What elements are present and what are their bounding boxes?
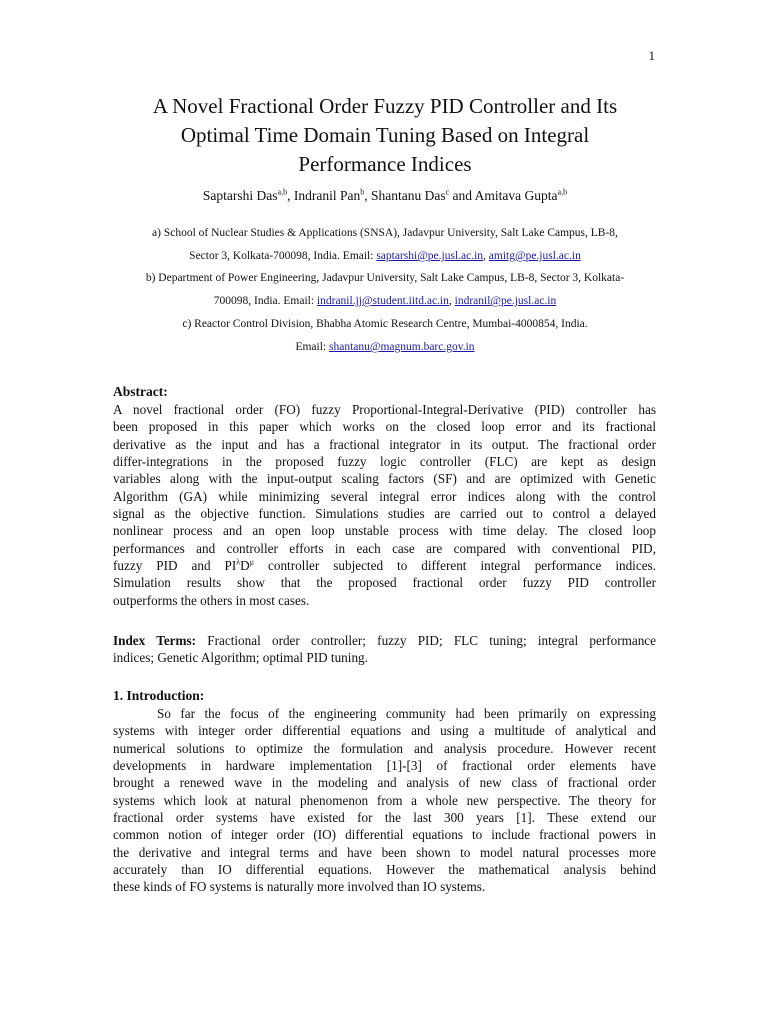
affiliation-text: Sector 3, Kolkata-700098, India. Email: [189, 250, 374, 262]
author-name: Shantanu Das [370, 188, 446, 203]
title-line-1: A Novel Fractional Order Fuzzy PID Controller and Its [152, 94, 618, 118]
email-link[interactable]: saptarshi@pe.jusl.ac.in [376, 250, 484, 262]
affiliation-text: Email: [295, 341, 327, 353]
affiliation-a [110, 222, 660, 268]
introduction-line: systems with integer order differential equations and using a multitude of analytical and [113, 723, 656, 739]
email-link[interactable]: indranil@pe.jusl.ac.in [454, 295, 557, 307]
abstract-line: variables along with the input-output scaling factors (SF) and are optimized with Genetic [113, 471, 656, 487]
author-affil-mark: a,b [557, 187, 568, 197]
introduction-line: accurately than IO differential equations. However the mathematical analysis behind [113, 862, 656, 878]
author-affil-mark: c [445, 187, 450, 197]
index-terms-text: Fractional order controller; fuzzy PID; FLC tuning; integral performance [196, 633, 656, 648]
affiliation-b [110, 267, 660, 313]
affiliation-text: 700098, India. Email: [213, 295, 315, 307]
introduction-line: common notion of integer order (IO) differential equations to include fractional powers in [113, 827, 656, 843]
title-line-2: Optimal Time Domain Tuning Based on Integral [180, 123, 590, 147]
abstract-line: performances and controller efforts in each case are compared with conventional PID, [113, 540, 656, 556]
affiliation-line: 700098, India. Email: indranil.jj@student.iitd.ac.in, indranil@pe.jusl.ac.in [213, 295, 557, 307]
affiliation-line: b) Department of Power Engineering, Jadavpur University, Salt Lake Campus, LB-8, Sector 3, Kolkata- [145, 272, 625, 284]
author-affil-mark: b [360, 187, 365, 197]
author-name: Saptarshi Das [202, 188, 278, 203]
index-terms-label: Index Terms: [113, 633, 197, 648]
abstract-line: Algorithm (GA) while minimizing several integral error indices along with the control [113, 488, 656, 504]
email-link[interactable]: shantanu@magnum.barc.gov.in [328, 341, 475, 353]
introduction-line: these kinds of FO systems is naturally more involved than IO systems. [113, 879, 486, 895]
abstract-heading: Abstract: [113, 384, 168, 399]
abstract-line [113, 557, 656, 574]
author-list: Saptarshi Das$^{a,b}$, Indranil Pan$^b$, Shantanu Das$^c$ and Amitava Gupta$^{a,b}$ [202, 187, 568, 203]
title-line-3: Performance Indices [298, 152, 472, 176]
lambda-superscript: λ [236, 557, 241, 567]
abstract-line: nonlinear process and an open loop unstable process with time delay. The closed loop [113, 523, 656, 539]
introduction-line: fractional order systems have existed for the last 300 years [1]. These extend our [113, 810, 656, 826]
author-conjunction: and [452, 188, 473, 203]
introduction-heading: 1. Introduction: [113, 688, 205, 703]
abstract-text: fuzzy PID and PI [113, 558, 237, 574]
abstract-line: A novel fractional order (FO) fuzzy Proportional-Integral-Derivative (PID) controller has [113, 402, 656, 417]
abstract-line: signal as the objective function. Simulations studies are carried out to control a delayed [113, 506, 656, 522]
index-terms [113, 632, 656, 667]
index-terms-line: indices; Genetic Algorithm; optimal PID tuning. [113, 650, 368, 666]
author-name: Amitava Gupta [474, 188, 558, 203]
author-name: Indranil Pan [293, 188, 361, 203]
introduction-line: So far the focus of the engineering community had been primarily on expressing [157, 706, 656, 721]
abstract-line: been proposed in this paper which works on the closed loop error and its fractional [113, 419, 656, 435]
index-terms-line [113, 632, 656, 649]
page-number: 1 [648, 48, 655, 63]
abstract-text: D [240, 558, 250, 574]
abstract-text: controller subjected to different integral performance indices. [254, 558, 656, 574]
introduction-line: the derivative and integral terms and have been shown to model natural processes more [113, 844, 656, 860]
abstract-line: Simulation results show that the proposed fractional order fuzzy PID controller [113, 575, 656, 591]
mu-superscript: μ [249, 557, 254, 567]
introduction-line: brought a renewed wave in the modeling and analysis of new class of fractional order [113, 775, 656, 791]
introduction-line: numerical solutions to optimize the formulation and analysis procedure. However recent [113, 740, 656, 756]
author-affil-mark: a,b [277, 187, 288, 197]
affiliation-c [110, 313, 660, 359]
abstract-body [113, 401, 656, 609]
abstract-line: derivative as the input and has a fractional integrator in its output. The fractional order [113, 436, 656, 452]
affiliation-line [110, 336, 660, 359]
paper-title [110, 92, 660, 179]
introduction-line: systems which look at natural phenomenon from a whole new perspective. The theory for [113, 792, 656, 808]
affiliation-line: c) Reactor Control Division, Bhabha Atomic Research Centre, Mumbai-4000854, India. [182, 318, 588, 330]
affiliation-line: Sector 3, Kolkata-700098, India. Email: saptarshi@pe.jusl.ac.in, amitg@pe.jusl.ac.in [189, 250, 581, 262]
introduction-line: developments in hardware implementation [1]-[3] of fractional order elements have [113, 758, 656, 774]
abstract-line: outperforms the others in most cases. [113, 592, 310, 608]
email-link[interactable]: indranil.jj@student.iitd.ac.in [316, 295, 449, 307]
affiliation-line: a) School of Nuclear Studies & Applications (SNSA), Jadavpur University, Salt Lake Campus, LB-8, [152, 227, 618, 239]
abstract-line: differ-integrations in the proposed fuzzy logic controller (FLC) are kept as design [113, 454, 656, 470]
email-link[interactable]: amitg@pe.jusl.ac.in [488, 250, 581, 262]
introduction-body [113, 705, 656, 896]
